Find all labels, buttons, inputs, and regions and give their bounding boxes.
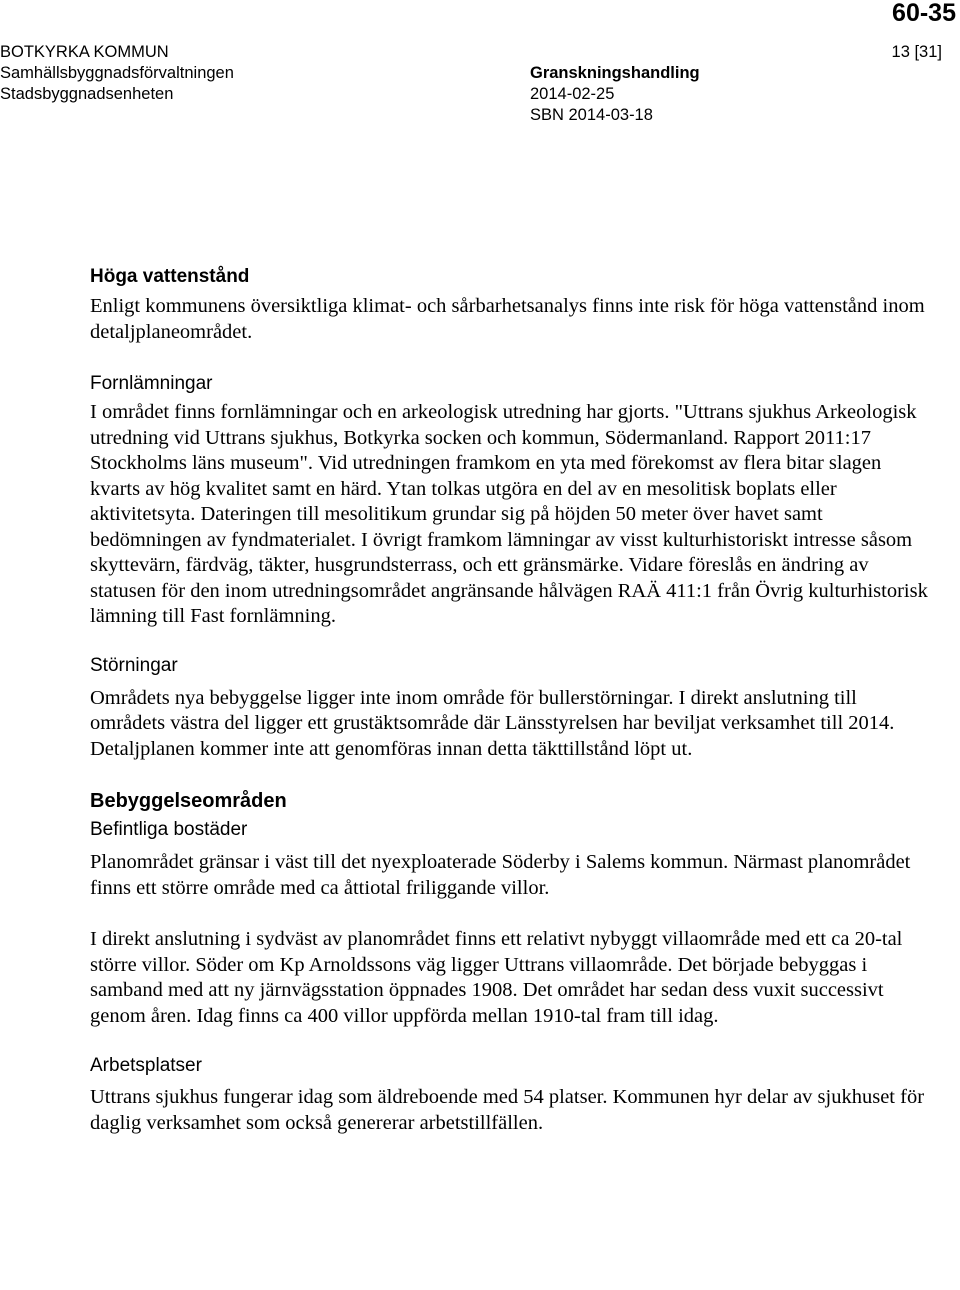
heading-hoga-vattenstand: Höga vattenstånd (90, 266, 250, 287)
header-org-block (0, 42, 234, 105)
heading-bebyggelseomraden: Bebyggelseområden (90, 790, 287, 812)
doc-date: 2014-02-25 (530, 85, 615, 103)
para-fornlamningar: I området finns fornlämningar och en arkeologisk utredning har gjorts. "Uttrans sjukhus Arkeologisk utredning vid Uttrans sjukhus, Botkyrka socken och kommun, Södermanland. Rapport 2011:17 Stockholms läns museum". Vid utredningen framkom en yta med förekomst av flera bitar slagen kvarts av hög kvalitet samt en härd. Ytan tolkas utgöra en del av en mesolitisk boplats eller aktivitetsyta. Dateringen till mesolitikum grundar sig på höjden 50 meter över havet samt bedömningen av fyndmaterialet. I övrigt framkom lämningar av visst kulturhistoriskt intresse såsom skyttevärn, färdväg, täkter, husgrundsterrass, och ett gränsmärke. Vidare föreslås en ändring av statusen för den inom utredningsområdet angränsande hålvägen RAÄ 411:1 från Övrig kulturhistorisk lämning till Fast fornlämning. (90, 401, 928, 627)
document-body (90, 265, 930, 1136)
dept-name: Samhällsbyggnadsförvaltningen (0, 64, 234, 82)
unit-name: Stadsbyggnadsenheten (0, 85, 174, 103)
para-arbetsplatser: Uttrans sjukhus fungerar idag som äldreboende med 54 platser. Kommunen hyr delar av sjukhuset för daglig verksamhet som också genererar arbetstillfällen. (90, 1086, 925, 1134)
subheading-befintliga-bostader: Befintliga bostäder (90, 819, 248, 840)
para-befintliga-bostader-2: I direkt anslutning i sydväst av planområdet finns ett relativt nybyggt villaområde med ett ca 20-tal större villor. Söder om Kp Arnoldssons väg ligger Uttrans villaområde. Det började bebyggas i samband med att ny järnvägsstation öppnades 1908. Det området har sedan dess vuxit successivt genom åren. Idag finns ca 400 villor uppförda mellan 1910-tal fram till idag. (90, 928, 903, 1027)
para-befintliga-bostader-1: Planområdet gränsar i väst till det nyexploaterade Söderby i Salems kommun. Närmast planområdet finns ett större område med ca åttiotal friliggande villor. (90, 851, 911, 899)
page-code: 60-35 (892, 0, 956, 27)
para-storningar: Områdets nya bebyggelse ligger inte inom område för bullerstörningar. I direkt anslutning till områdets västra del ligger ett grustäktsområde där Länsstyrelsen har beviljat verksamhet till 2014. Detaljplanen kommer inte att genomföras innan detta täkttillstånd löpt ut. (90, 686, 895, 760)
page-indicator: 13 [31] (891, 43, 942, 61)
heading-storningar: Störningar (90, 654, 178, 676)
sbn-date: SBN 2014-03-18 (530, 106, 653, 124)
org-name: BOTKYRKA KOMMUN (0, 43, 169, 61)
header-doc-block (530, 63, 700, 126)
para-hoga-vattenstand: Enligt kommunens översiktliga klimat- och sårbarhetsanalys finns inte risk för höga vattenstånd inom detaljplaneområdet. (90, 295, 925, 343)
doc-type: Granskningshandling (530, 64, 700, 82)
subheading-arbetsplatser: Arbetsplatser (90, 1055, 202, 1076)
heading-fornlamningar: Fornlämningar (90, 373, 213, 394)
